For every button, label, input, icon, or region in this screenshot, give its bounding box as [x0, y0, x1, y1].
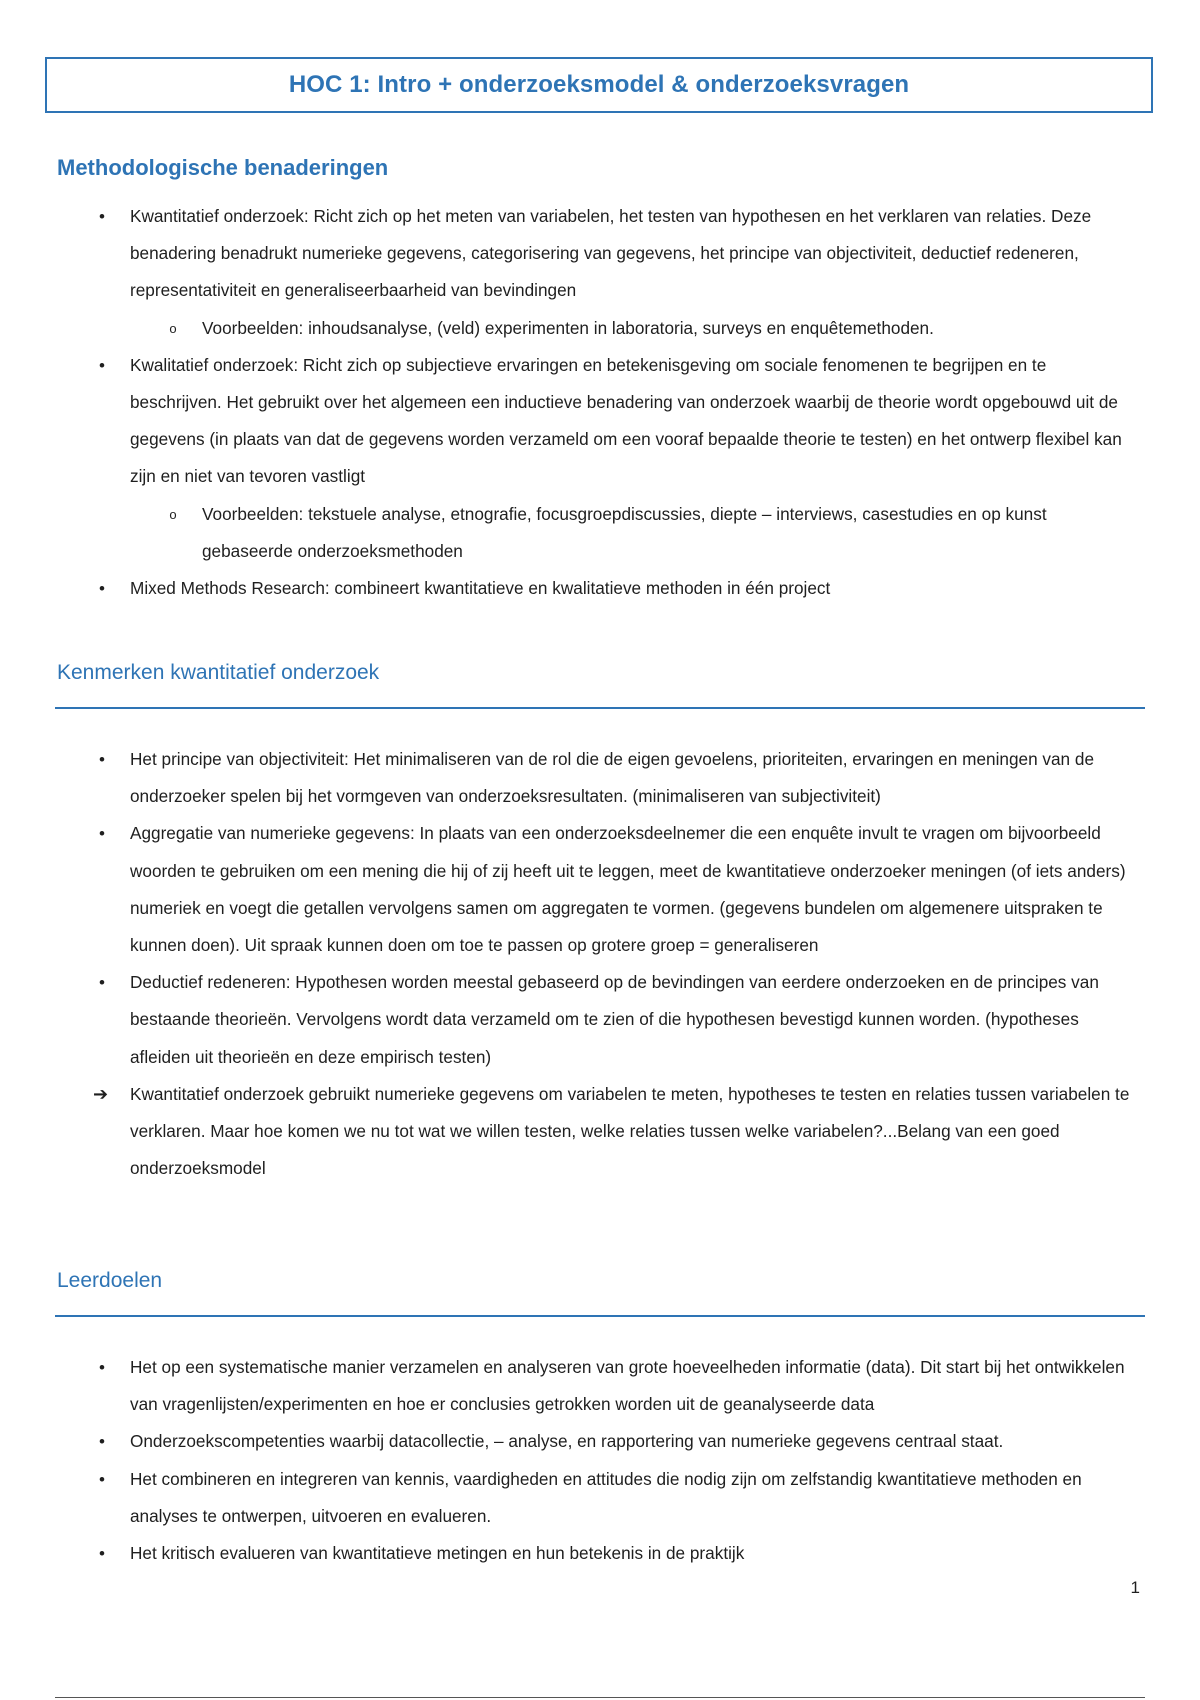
- list-item-deductief-redeneren: [0, 964, 1200, 1076]
- bullet-icon: •: [99, 1469, 105, 1489]
- page-title: HOC 1: Intro + onderzoeksmodel & onderzoeksvragen: [288, 71, 910, 98]
- list-item-mixed-methods: [0, 570, 1200, 607]
- list-item-text: Het combineren en integreren van kennis, vaardigheden en attitudes die nodig zijn om zelfstandig kwantitatieve methoden en analyses te ontwerpen, uitvoeren en evalueren.: [130, 1468, 1082, 1526]
- list-item-systematisch-verzamelen: [0, 1349, 1200, 1423]
- section-list-methodologische-benaderingen: [0, 198, 1200, 607]
- list-item-text: Mixed Methods Research: combineert kwantitatieve en kwalitatieve methoden in één project: [130, 578, 831, 599]
- list-item-kwantitatief-onderzoek: [0, 198, 1200, 310]
- sub-list-item-voorbeelden-kwantitatief: [0, 310, 1200, 347]
- list-item-kwalitatief-onderzoek: [0, 347, 1200, 496]
- footer-divider: [55, 1697, 1145, 1698]
- section-heading-methodologische-benaderingen: Methodologische benaderingen: [57, 155, 389, 180]
- list-item-aggregatie: [0, 815, 1200, 964]
- title-box: [45, 57, 1153, 113]
- bullet-icon: •: [99, 1432, 105, 1452]
- list-item-objectiviteit: [0, 741, 1200, 815]
- list-item-text: Kwantitatief onderzoek: Richt zich op het meten van variabelen, het testen van hypothesen en het verklaren van relaties. Deze benadering benadrukt numerieke gegevens, categorisering van gegevens, het principe van objectiviteit, deductief redeneren, representativiteit en generaliseerbaarheid van bevindingen: [130, 206, 1092, 301]
- list-item-text: Voorbeelden: inhoudsanalyse, (veld) experimenten in laboratoria, surveys en enquêtemethoden.: [202, 317, 934, 338]
- bullet-icon: •: [99, 1358, 105, 1377]
- bullet-icon: •: [99, 579, 105, 599]
- list-item-kritisch-evalueren: [0, 1535, 1200, 1572]
- bullet-icon: •: [99, 355, 105, 375]
- list-item-text: Aggregatie van numerieke gegevens: In plaats van een onderzoeksdeelnemer die een enquête invult te vragen om bijvoorbeeld woorden te gebruiken om een mening die hij of zij heeft uit te leggen, meet de kwantitatieve onderzoeker meningen (of iets anders) numeriek en voegt die getallen vervolgens samen om aggregaten te vormen. (gegevens bundelen om algemenere uitspraken te kunnen doen). Uit spraak kunnen doen om toe te passen op grotere groep = generaliseren: [130, 823, 1126, 956]
- list-item-conclusie: [0, 1076, 1200, 1188]
- list-item-text: Onderzoekscompetenties waarbij datacollectie, – analyse, en rapportering van numerieke gegevens centraal staat.: [130, 1431, 1004, 1452]
- section-heading-leerdoelen: Leerdoelen: [57, 1269, 163, 1292]
- bullet-icon: •: [99, 1544, 105, 1564]
- list-item-text: Het op een systematische manier verzamelen en analyseren van grote hoeveelheden informatie (data). Dit start bij het ontwikkelen van vragenlijsten/experimenten en hoe er conclusies getrokken worden uit de geanalyseerde data: [130, 1357, 1125, 1415]
- list-item-text: Kwantitatief onderzoek gebruikt numerieke gegevens om variabelen te meten, hypotheses te testen en relaties tussen variabelen te verklaren. Maar hoe komen we nu tot wat we willen testen, welke relaties tussen welke variabelen?...Belang van een goed onderzoeksmodel: [130, 1083, 1130, 1179]
- page-number: 1: [1130, 1578, 1140, 1597]
- bullet-icon: •: [99, 750, 105, 769]
- bullet-icon: •: [99, 973, 105, 993]
- list-item-onderzoekscompetenties: [0, 1423, 1200, 1460]
- list-item-text: Kwalitatief onderzoek: Richt zich op subjectieve ervaringen en betekenisgeving om sociale fenomenen te begrijpen en te beschrijven. Het gebruikt over het algemeen een inductieve benadering van onderzoek waarbij de theorie wordt opgebouwd uit de gegevens (in plaats van dat de gegevens worden verzameld om een vooraf bepaalde theorie te testen) en het ontwerp flexibel kan zijn en niet van tevoren vastligt: [130, 354, 1122, 487]
- section-divider: [55, 1315, 1145, 1317]
- bullet-icon: •: [99, 824, 105, 844]
- arrow-right-icon: ➔: [93, 1083, 109, 1104]
- circle-bullet-icon: o: [169, 506, 177, 522]
- bullet-icon: •: [99, 207, 105, 226]
- list-item-text: Deductief redeneren: Hypothesen worden meestal gebaseerd op de bevindingen van eerdere onderzoeken en de principes van bestaande theorieën. Vervolgens wordt data verzameld om te zien of die hypothesen bevestigd kunnen worden. (hypotheses afleiden uit theorieën en deze empirisch testen): [130, 972, 1099, 1067]
- section-divider: [55, 707, 1145, 709]
- list-item-text: Het principe van objectiviteit: Het minimaliseren van de rol die de eigen gevoelens, prioriteiten, ervaringen en meningen van de onderzoeker spelen bij het vormgeven van onderzoeksresultaten. (minimaliseren van subjectiviteit): [130, 749, 1095, 807]
- list-item-text: Voorbeelden: tekstuele analyse, etnografie, focusgroepdiscussies, diepte – interviews, casestudies en op kunst gebaseerde onderzoeksmethoden: [202, 503, 1047, 561]
- section-heading-kenmerken: Kenmerken kwantitatief onderzoek: [57, 661, 380, 684]
- list-item-text: Het kritisch evalueren van kwantitatieve metingen en hun betekenis in de praktijk: [130, 1543, 745, 1564]
- circle-bullet-icon: o: [169, 320, 177, 336]
- list-item-combineren-integreren: [0, 1461, 1200, 1535]
- sub-list-item-voorbeelden-kwalitatief: [0, 496, 1200, 570]
- section-list-leerdoelen: [0, 1349, 1200, 1572]
- section-list-kenmerken: [0, 741, 1200, 1187]
